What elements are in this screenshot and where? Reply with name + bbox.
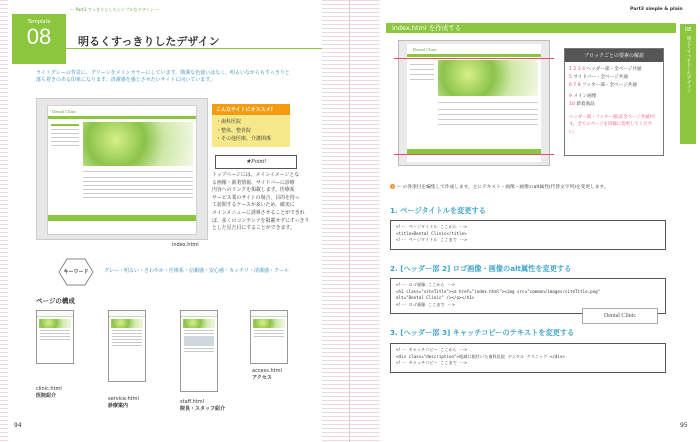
code-block-1: <!-- ページタイトル ここから --> <title>Dental Clinic</title> <!-- ページタイトル ここまで --> xyxy=(390,220,666,250)
code-block-3: <!-- キャッチコピー ここから --> <div class="description">地域に根付いた歯科医院 デンタル クリニック </div> <!-- キャッチコピー ここまで --> xyxy=(390,343,666,373)
point-text: トップページには、メインイメージとな る画像・新着情報、サイドバーに診療 内容へのリンクを掲載します。医療系 サービス業のサイトの場合、目的を持っ て訪問するケースが多いため、確実に メインメニューに誘導させることができれ ば、多くのコンテンツを掲載せずにすっきり とした見た目にすることができます。 xyxy=(212,172,310,232)
recommend-item: ・整体、整骨院 xyxy=(216,127,252,134)
side-tab: 08 明るくすっきりしたデザイン xyxy=(680,24,696,144)
block-item: 9 メイン画像 xyxy=(569,94,597,100)
recommend-list xyxy=(212,115,290,147)
block-note: ヘッダー部・フッター部は[全ページ共通]です。全てのページを同様に変更してください。 xyxy=(569,114,656,135)
section-2-title: 2. [ヘッダー部 2] ロゴ画像・画像のalt属性を変更する xyxy=(390,264,572,273)
thumb-access xyxy=(250,310,288,364)
point-heading: ★Point! xyxy=(215,155,297,169)
left-margin-lines-r xyxy=(350,0,380,442)
structure-title: ページの構成 xyxy=(36,297,75,305)
thumb-staff xyxy=(180,310,218,392)
right-page xyxy=(350,0,700,442)
recommend-item: ・歯科医院 xyxy=(216,119,242,125)
intro-text xyxy=(36,70,326,84)
callout-line xyxy=(394,58,554,59)
intro-line-1: ライトグレーの背景に、グリーンをメインカラーにしています。簡潔な色使いはなく、明るいながらもすっきりと xyxy=(36,70,290,76)
left-margin-lines xyxy=(0,0,8,442)
page-item-clinic: clinic.html 医院紹介 xyxy=(36,386,62,399)
keywords-text: グレー・明るい・さわやか・医療系・信頼感・安心感・カッチリ・清潔感・クール xyxy=(104,268,289,274)
block-item: 5 サイドバー - 全ページ共通 xyxy=(569,74,629,80)
mock-sidebar xyxy=(51,122,79,201)
mock-footer xyxy=(48,215,196,221)
intro-line-2: 落ち着きのある印象になります。清潔感を感じさせたいサイトに向いています。 xyxy=(36,76,215,83)
callout-line xyxy=(394,154,554,155)
thumb-clinic xyxy=(36,310,74,364)
page-item-service: service.html 診療案内 xyxy=(108,396,139,409)
title-rule xyxy=(66,48,322,49)
block-item: 10 新着商品 xyxy=(569,102,595,108)
mock-logo: Dental Clinic xyxy=(52,108,77,114)
site-screenshot xyxy=(36,98,208,240)
thumb-service xyxy=(108,310,146,382)
mock-main-image xyxy=(83,122,193,166)
template-badge xyxy=(12,14,66,64)
page-item-access: access.html アクセス xyxy=(252,368,282,381)
badge-label: Template xyxy=(27,19,51,25)
right-margin-lines xyxy=(322,0,350,442)
page-item-staff: staff.html 院長・スタッフ紹介 xyxy=(180,399,226,412)
edit-note: 1 ～ の各項目を編集して作成します。主にテキスト・画像・画像のalt属性(代替文字列)を変更します。 xyxy=(391,184,609,190)
keyword-hexagon xyxy=(58,258,94,286)
logo-sample: Dental Clinic xyxy=(582,308,658,324)
screenshot-caption: index.html xyxy=(172,242,199,248)
screenshot-page xyxy=(47,105,197,235)
recommend-box xyxy=(212,104,290,147)
mock-nav xyxy=(48,116,196,119)
running-head-right: Part3 simple & plain xyxy=(630,7,683,12)
recommend-item: ・その他医療、介護関係 xyxy=(216,136,272,142)
badge-number: 08 xyxy=(26,24,52,49)
block-item: 6 7 8 フッター部 - 全ページ共通 xyxy=(569,82,637,88)
page-number-left: 94 xyxy=(14,422,22,429)
code-block-2: <!-- ロゴ画像 ここから --> <h1 class="siteTitle"><a href="index.html"><img src="common/images/siteTitle.png" alt="Dental Clinic" /></a></h1> <!-- ロゴ画像 ここまで --> xyxy=(390,278,666,314)
page-title: 明るくすっきりしたデザイン xyxy=(78,35,220,48)
layout-logo: Dental Clinic xyxy=(413,46,438,52)
section-1-title: 1. ページタイトルを変更する xyxy=(390,206,486,215)
block-item: 1 2 3 4 ヘッダー部 - 全ページ共通 xyxy=(569,67,642,72)
keyword-label: キーワード xyxy=(63,269,89,275)
block-panel xyxy=(564,48,664,156)
recommend-title: こんなサイトにオススメ! xyxy=(212,104,290,115)
running-head: ～ Part3 すっきりとしたシンプルなデザイン ～ xyxy=(70,7,160,12)
block-title: ブロックごとの要素の解説 xyxy=(565,49,663,62)
section-3-title: 3. [ヘッダー部 3] キャッチコピーのテキストを変更する xyxy=(390,328,575,337)
banner: index.html を作成する xyxy=(386,23,676,33)
page-number-right: 95 xyxy=(680,422,688,429)
